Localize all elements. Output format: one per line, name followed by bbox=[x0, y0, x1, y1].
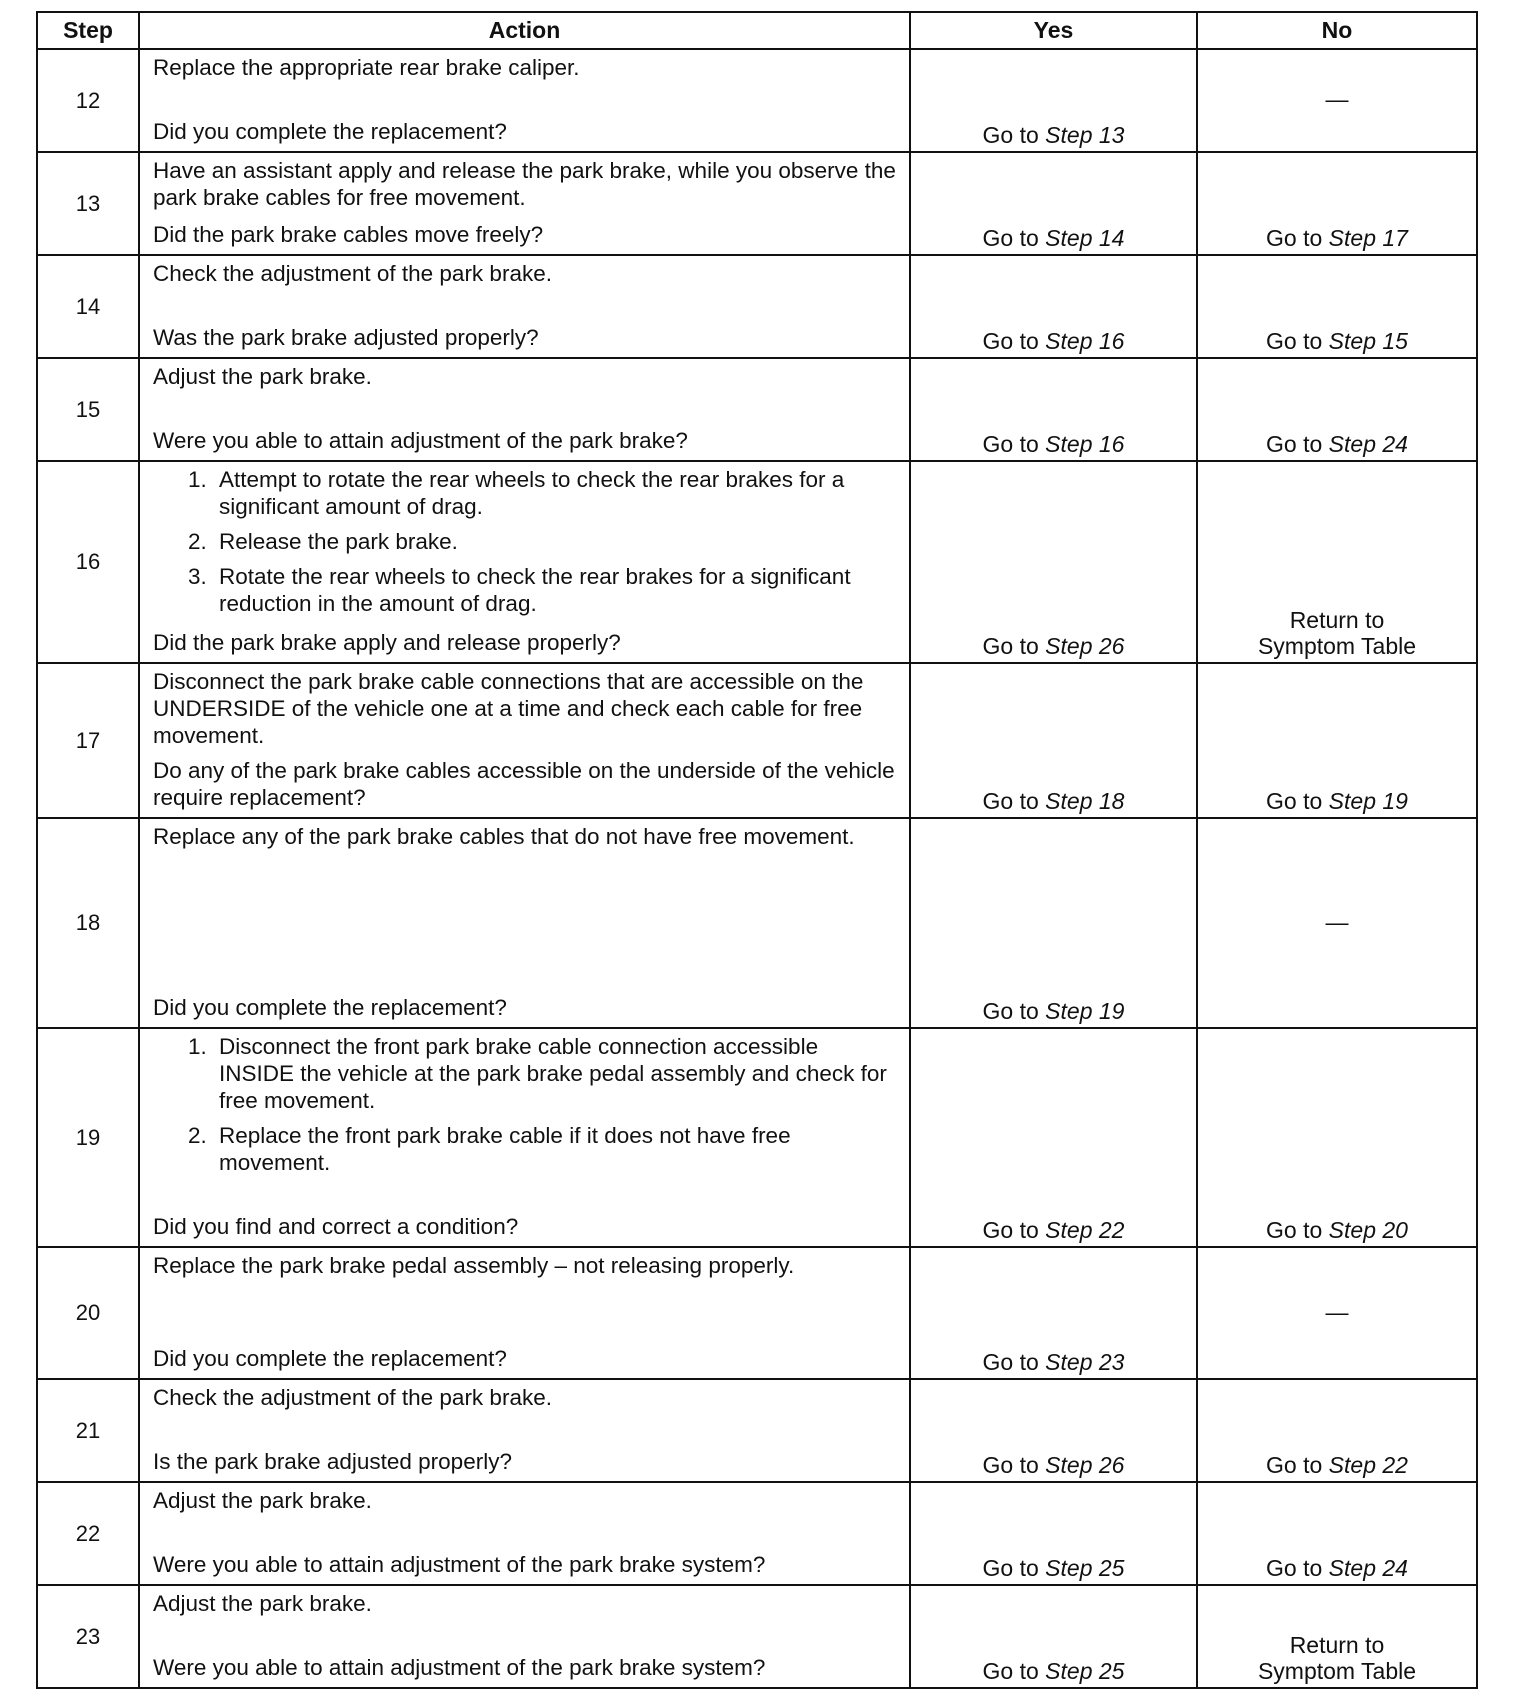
step-reference: Step 17 bbox=[1328, 225, 1408, 251]
table-row bbox=[37, 1379, 1477, 1482]
no-dash: — bbox=[1325, 908, 1349, 935]
step-reference: Step 16 bbox=[1045, 431, 1125, 457]
action-instructions bbox=[153, 823, 899, 850]
step-reference: Step 20 bbox=[1328, 1217, 1408, 1243]
yes-cell bbox=[910, 1482, 1197, 1585]
no-go-to bbox=[1266, 431, 1408, 457]
step-number: 14 bbox=[37, 255, 139, 358]
no-cell bbox=[1197, 1247, 1477, 1379]
yes-go-to bbox=[983, 1452, 1125, 1478]
action-content bbox=[153, 1252, 899, 1372]
go-to-label: Go to bbox=[1266, 788, 1323, 814]
question-text: Did you complete the replacement? bbox=[153, 119, 507, 144]
yes-cell bbox=[910, 1028, 1197, 1247]
question-text: Do any of the park brake cables accessible on the underside of the vehicle require replacement? bbox=[153, 758, 895, 810]
go-to-label: Go to bbox=[982, 431, 1039, 457]
return-to-symptom-table: Return to Symptom Table bbox=[1257, 1632, 1417, 1684]
action-content bbox=[153, 54, 899, 145]
action-instructions bbox=[153, 260, 899, 287]
no-cell bbox=[1197, 49, 1477, 152]
yes-go-to bbox=[983, 998, 1125, 1024]
action-text: Check the adjustment of the park brake. bbox=[153, 1385, 552, 1410]
go-to-label: Go to bbox=[982, 225, 1039, 251]
table-row bbox=[37, 461, 1477, 663]
go-to-label: Go to bbox=[1266, 225, 1323, 251]
action-text: Disconnect the park brake cable connections that are accessible on the UNDERSIDE of the vehicle one at a time and check each cable for free movement. bbox=[153, 669, 864, 748]
step-number: 12 bbox=[37, 49, 139, 152]
no-go-to bbox=[1266, 1555, 1408, 1581]
action-content bbox=[153, 260, 899, 351]
table-row bbox=[37, 1585, 1477, 1688]
action-text: Adjust the park brake. bbox=[153, 1591, 372, 1616]
go-to-label: Go to bbox=[982, 328, 1039, 354]
no-go-to bbox=[1266, 328, 1408, 354]
no-cell bbox=[1197, 152, 1477, 255]
step-reference: Step 25 bbox=[1045, 1555, 1125, 1581]
table-row bbox=[37, 818, 1477, 1028]
table-row bbox=[37, 49, 1477, 152]
header-no: No bbox=[1197, 12, 1477, 49]
step-reference: Step 19 bbox=[1045, 998, 1125, 1024]
action-content bbox=[153, 1487, 899, 1578]
yes-go-to bbox=[983, 1349, 1125, 1375]
no-cell bbox=[1197, 1379, 1477, 1482]
yes-cell bbox=[910, 818, 1197, 1028]
no-dash: — bbox=[1325, 86, 1349, 112]
go-to-label: Go to bbox=[1266, 1217, 1323, 1243]
table-row bbox=[37, 1482, 1477, 1585]
action-content bbox=[153, 1033, 899, 1240]
list-item: 3. Rotate the rear wheels to check the rear brakes for a significant reduction in the amount of drag. bbox=[213, 563, 899, 617]
no-cell bbox=[1197, 1482, 1477, 1585]
action-content bbox=[153, 157, 899, 248]
yes-cell bbox=[910, 255, 1197, 358]
step-number: 20 bbox=[37, 1247, 139, 1379]
action-cell bbox=[139, 663, 910, 818]
question-text: Did you find and correct a condition? bbox=[153, 1214, 519, 1239]
no-go-to bbox=[1266, 225, 1408, 251]
action-steps-list bbox=[153, 1033, 899, 1176]
action-cell bbox=[139, 49, 910, 152]
action-text: Adjust the park brake. bbox=[153, 1488, 372, 1513]
action-instructions bbox=[153, 54, 899, 81]
action-text: Replace the park brake pedal assembly – not releasing properly. bbox=[153, 1253, 795, 1278]
question-text: Was the park brake adjusted properly? bbox=[153, 325, 539, 350]
action-text: Have an assistant apply and release the park brake, while you observe the park brake cables for free movement. bbox=[153, 158, 896, 210]
list-item: 1. Disconnect the front park brake cable connection accessible INSIDE the vehicle at the park brake pedal assembly and check for free movement. bbox=[213, 1033, 899, 1114]
yes-cell bbox=[910, 49, 1197, 152]
table-row bbox=[37, 1028, 1477, 1247]
step-number: 21 bbox=[37, 1379, 139, 1482]
step-reference: Step 26 bbox=[1045, 633, 1125, 659]
step-reference: Step 26 bbox=[1045, 1452, 1125, 1478]
step-reference: Step 23 bbox=[1045, 1349, 1125, 1375]
action-content bbox=[153, 668, 899, 811]
yes-cell bbox=[910, 663, 1197, 818]
yes-go-to bbox=[983, 1555, 1125, 1581]
action-content bbox=[153, 466, 899, 656]
no-cell bbox=[1197, 461, 1477, 663]
action-instructions bbox=[153, 1384, 899, 1411]
yes-cell bbox=[910, 1379, 1197, 1482]
action-instructions bbox=[153, 1590, 899, 1617]
action-instructions bbox=[153, 1033, 899, 1184]
list-item: 1. Attempt to rotate the rear wheels to check the rear brakes for a significant amount of drag. bbox=[213, 466, 899, 520]
action-text: Check the adjustment of the park brake. bbox=[153, 261, 552, 286]
action-instructions bbox=[153, 363, 899, 390]
table-row bbox=[37, 358, 1477, 461]
step-reference: Step 16 bbox=[1045, 328, 1125, 354]
yes-go-to bbox=[983, 122, 1125, 148]
action-instructions bbox=[153, 1487, 899, 1514]
go-to-label: Go to bbox=[982, 998, 1039, 1024]
action-content bbox=[153, 823, 899, 1021]
action-text: Replace any of the park brake cables that do not have free movement. bbox=[153, 824, 855, 849]
action-instructions bbox=[153, 157, 899, 211]
diagnostic-table bbox=[36, 11, 1478, 1689]
step-number: 23 bbox=[37, 1585, 139, 1688]
step-number: 22 bbox=[37, 1482, 139, 1585]
go-to-label: Go to bbox=[982, 1349, 1039, 1375]
no-cell bbox=[1197, 1585, 1477, 1688]
step-reference: Step 13 bbox=[1045, 122, 1125, 148]
action-cell bbox=[139, 1247, 910, 1379]
action-content bbox=[153, 1384, 899, 1475]
step-reference: Step 25 bbox=[1045, 1658, 1125, 1684]
yes-cell bbox=[910, 358, 1197, 461]
action-content bbox=[153, 363, 899, 454]
go-to-label: Go to bbox=[982, 1452, 1039, 1478]
action-instructions bbox=[153, 668, 899, 749]
question-text: Did the park brake cables move freely? bbox=[153, 222, 544, 247]
table-row bbox=[37, 152, 1477, 255]
step-number: 19 bbox=[37, 1028, 139, 1247]
step-reference: Step 19 bbox=[1328, 788, 1408, 814]
yes-go-to bbox=[983, 633, 1125, 659]
table-row bbox=[37, 1247, 1477, 1379]
go-to-label: Go to bbox=[1266, 1555, 1323, 1581]
yes-go-to bbox=[983, 431, 1125, 457]
action-cell bbox=[139, 152, 910, 255]
action-steps-list bbox=[153, 466, 899, 617]
header-yes: Yes bbox=[910, 12, 1197, 49]
yes-cell bbox=[910, 152, 1197, 255]
yes-go-to bbox=[983, 1217, 1125, 1243]
go-to-label: Go to bbox=[982, 788, 1039, 814]
action-content bbox=[153, 1590, 899, 1681]
list-item: 2. Replace the front park brake cable if it does not have free movement. bbox=[213, 1122, 899, 1176]
action-cell bbox=[139, 461, 910, 663]
action-text: Adjust the park brake. bbox=[153, 364, 372, 389]
header-step: Step bbox=[37, 12, 139, 49]
yes-cell bbox=[910, 1247, 1197, 1379]
no-go-to bbox=[1266, 788, 1408, 814]
question-text: Were you able to attain adjustment of the park brake system? bbox=[153, 1552, 766, 1577]
step-number: 16 bbox=[37, 461, 139, 663]
yes-go-to bbox=[983, 1658, 1125, 1684]
step-number: 18 bbox=[37, 818, 139, 1028]
question-text: Did you complete the replacement? bbox=[153, 995, 507, 1020]
no-cell bbox=[1197, 358, 1477, 461]
step-reference: Step 24 bbox=[1328, 1555, 1408, 1581]
yes-go-to bbox=[983, 328, 1125, 354]
action-instructions bbox=[153, 466, 899, 625]
header-row bbox=[37, 12, 1477, 49]
step-number: 13 bbox=[37, 152, 139, 255]
step-number: 15 bbox=[37, 358, 139, 461]
no-go-to bbox=[1266, 1217, 1408, 1243]
action-instructions bbox=[153, 1252, 899, 1279]
action-cell bbox=[139, 1379, 910, 1482]
yes-go-to bbox=[983, 788, 1125, 814]
yes-cell bbox=[910, 1585, 1197, 1688]
action-cell bbox=[139, 358, 910, 461]
go-to-label: Go to bbox=[982, 1555, 1039, 1581]
question-text: Were you able to attain adjustment of the park brake system? bbox=[153, 1655, 766, 1680]
step-number: 17 bbox=[37, 663, 139, 818]
no-cell bbox=[1197, 255, 1477, 358]
action-text: Replace the appropriate rear brake caliper. bbox=[153, 55, 580, 80]
step-reference: Step 18 bbox=[1045, 788, 1125, 814]
question-text: Did the park brake apply and release properly? bbox=[153, 630, 621, 655]
no-dash: — bbox=[1325, 1298, 1349, 1325]
step-reference: Step 22 bbox=[1045, 1217, 1125, 1243]
step-reference: Step 24 bbox=[1328, 431, 1408, 457]
go-to-label: Go to bbox=[1266, 1452, 1323, 1478]
go-to-label: Go to bbox=[982, 633, 1039, 659]
no-go-to bbox=[1266, 1452, 1408, 1478]
go-to-label: Go to bbox=[982, 1658, 1039, 1684]
yes-cell bbox=[910, 461, 1197, 663]
table-row bbox=[37, 663, 1477, 818]
no-cell bbox=[1197, 818, 1477, 1028]
question-text: Were you able to attain adjustment of the park brake? bbox=[153, 428, 688, 453]
go-to-label: Go to bbox=[1266, 328, 1323, 354]
no-cell bbox=[1197, 1028, 1477, 1247]
go-to-label: Go to bbox=[982, 1217, 1039, 1243]
action-cell bbox=[139, 255, 910, 358]
step-reference: Step 22 bbox=[1328, 1452, 1408, 1478]
go-to-label: Go to bbox=[1266, 431, 1323, 457]
action-cell bbox=[139, 1585, 910, 1688]
go-to-label: Go to bbox=[982, 122, 1039, 148]
question-text: Did you complete the replacement? bbox=[153, 1346, 507, 1371]
list-item: 2. Release the park brake. bbox=[213, 528, 899, 555]
header-action: Action bbox=[139, 12, 910, 49]
action-cell bbox=[139, 1482, 910, 1585]
return-to-symptom-table: Return to Symptom Table bbox=[1257, 607, 1417, 659]
no-cell bbox=[1197, 663, 1477, 818]
action-cell bbox=[139, 818, 910, 1028]
yes-go-to bbox=[983, 225, 1125, 251]
question-text: Is the park brake adjusted properly? bbox=[153, 1449, 512, 1474]
step-reference: Step 15 bbox=[1328, 328, 1408, 354]
table-row bbox=[37, 255, 1477, 358]
action-cell bbox=[139, 1028, 910, 1247]
step-reference: Step 14 bbox=[1045, 225, 1125, 251]
